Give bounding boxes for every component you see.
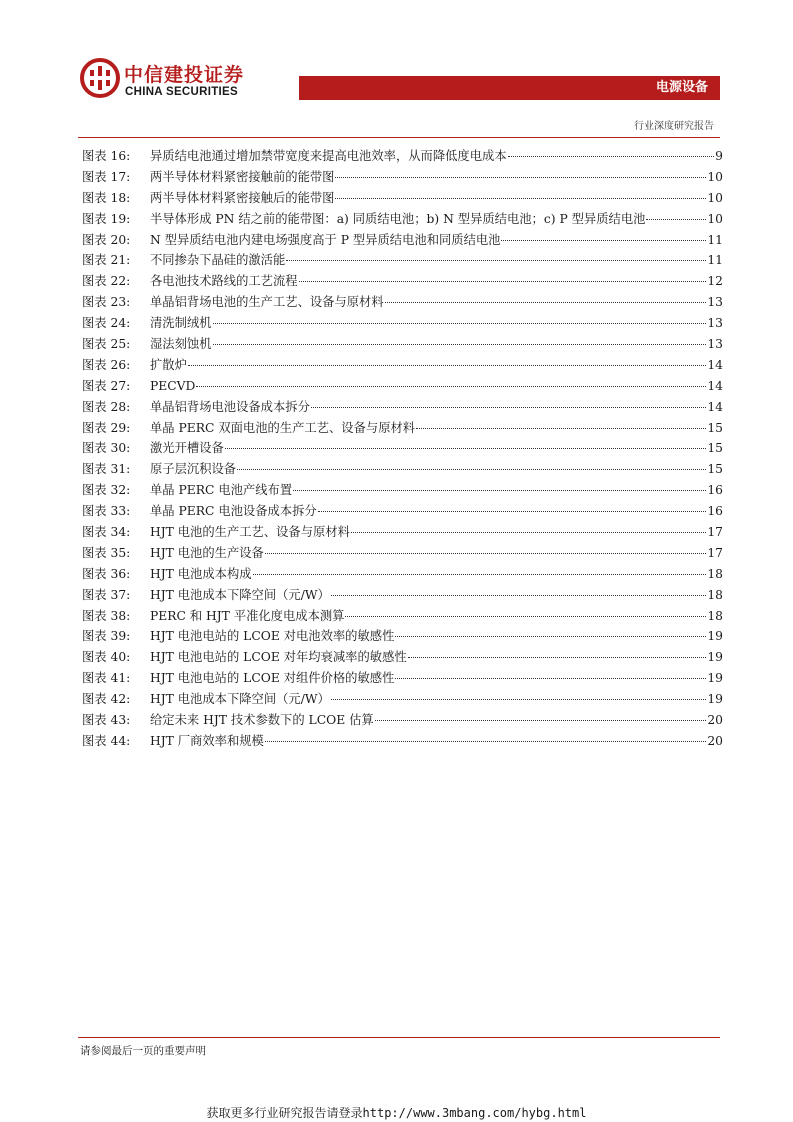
- toc-entry-page: 13: [707, 316, 723, 331]
- brand-name-en: CHINA SECURITIES: [125, 86, 238, 98]
- toc-entry-title: N 型异质结电池内建电场强度高于 P 型异质结电池和同质结电池: [150, 232, 501, 247]
- toc-entry[interactable]: [82, 188, 723, 209]
- toc-leader-dots: [213, 344, 707, 345]
- toc-entry[interactable]: [82, 522, 723, 543]
- toc-leader-dots: [265, 741, 707, 742]
- toc-entry-page: 14: [707, 399, 723, 414]
- disclaimer-note: 请参阅最后一页的重要声明: [80, 1045, 206, 1057]
- toc-entry[interactable]: [82, 230, 723, 251]
- toc-entry-number: 图表 24:: [82, 316, 131, 331]
- toc-entry-title: 清洗制绒机: [150, 316, 212, 331]
- toc-entry-number: 图表 17:: [82, 169, 131, 184]
- toc-leader-dots: [395, 678, 706, 679]
- toc-entry[interactable]: [82, 543, 723, 564]
- toc-entry-page: 19: [707, 692, 723, 707]
- toc-leader-dots: [286, 260, 706, 261]
- toc-entry[interactable]: [82, 501, 723, 522]
- toc-leader-dots: [335, 177, 706, 178]
- toc-entry-page: 10: [707, 190, 723, 205]
- toc-entry-number: 图表 36:: [82, 566, 131, 581]
- toc-entry-page: 13: [707, 295, 723, 310]
- toc-entry-number: 图表 18:: [82, 190, 131, 205]
- toc-entry[interactable]: [82, 606, 723, 627]
- toc-entry[interactable]: [82, 271, 723, 292]
- toc-leader-dots: [331, 699, 707, 700]
- toc-entry-number: 图表 25:: [82, 337, 131, 352]
- toc-entry-number: 图表 40:: [82, 650, 131, 665]
- toc-entry[interactable]: [82, 418, 723, 439]
- toc-entry-number: 图表 22:: [82, 274, 131, 289]
- toc-entry[interactable]: [82, 459, 723, 480]
- toc-leader-dots: [213, 323, 707, 324]
- toc-entry[interactable]: [82, 438, 723, 459]
- company-logo-icon: [80, 58, 120, 98]
- toc-entry-page: 15: [707, 420, 723, 435]
- toc-entry[interactable]: [82, 313, 723, 334]
- toc-leader-dots: [293, 490, 706, 491]
- toc-entry-number: 图表 21:: [82, 253, 131, 268]
- toc-entry[interactable]: [82, 647, 723, 668]
- toc-leader-dots: [375, 720, 707, 721]
- report-type-label: 行业深度研究报告: [634, 121, 714, 132]
- toc-leader-dots: [385, 302, 707, 303]
- toc-entry-number: 图表 33:: [82, 504, 131, 519]
- toc-entry-number: 图表 16:: [82, 149, 131, 163]
- toc-entry[interactable]: [82, 376, 723, 397]
- toc-entry-title: 扩散炉: [150, 357, 187, 372]
- toc-entry-title: HJT 电池电站的 LCOE 对电池效率的敏感性: [150, 629, 395, 644]
- toc-leader-dots: [311, 407, 706, 408]
- toc-entry-title: 半导体形成 PN 结之前的能带图：a) 同质结电池；b) N 型异质结电池；c) P 型异质结电池: [150, 211, 646, 226]
- toc-entry-title: 单晶铝背场电池的生产工艺、设备与原材料: [150, 295, 384, 310]
- toc-entry-page: 20: [707, 733, 723, 748]
- toc-entry-page: 19: [707, 650, 723, 665]
- header-divider: [78, 137, 720, 138]
- toc-entry-number: 图表 31:: [82, 462, 131, 477]
- toc-entry-title: PERC 和 HJT 平准化度电成本测算: [150, 608, 345, 623]
- footer-divider: [78, 1037, 720, 1038]
- toc-leader-dots: [188, 365, 706, 366]
- toc-leader-dots: [395, 636, 706, 637]
- toc-entry-page: 11: [707, 253, 723, 268]
- toc-entry-page: 16: [707, 504, 723, 519]
- toc-entry-number: 图表 20:: [82, 232, 131, 247]
- toc-entry-page: 10: [707, 211, 723, 226]
- toc-entry-number: 图表 44:: [82, 733, 131, 748]
- toc-entry-title: 原子层沉积设备: [150, 462, 237, 477]
- toc-entry-title: 各电池技术路线的工艺流程: [150, 274, 298, 289]
- toc-entry-page: 17: [707, 545, 723, 560]
- toc-leader-dots: [331, 595, 707, 596]
- toc-entry-page: 12: [707, 274, 723, 289]
- toc-entry-page: 19: [707, 671, 723, 686]
- toc-entry-number: 图表 34:: [82, 525, 131, 540]
- toc-leader-dots: [416, 428, 706, 429]
- toc-leader-dots: [508, 156, 715, 157]
- toc-entry-page: 18: [707, 608, 723, 623]
- toc-entry-page: 17: [707, 525, 723, 540]
- toc-entry-title: 两半导体材料紧密接触后的能带图: [150, 190, 335, 205]
- toc-leader-dots: [196, 386, 706, 387]
- toc-leader-dots: [318, 511, 707, 512]
- toc-entry-number: 图表 37:: [82, 587, 131, 602]
- toc-entry-title: 单晶 PERC 电池产线布置: [150, 483, 293, 498]
- toc-entry[interactable]: [82, 292, 723, 313]
- toc-entry[interactable]: [82, 668, 723, 689]
- toc-leader-dots: [253, 574, 707, 575]
- promo-link[interactable]: 获取更多行业研究报告请登录http://www.3mbang.com/hybg.html: [206, 1106, 587, 1120]
- toc-entry-number: 图表 42:: [82, 692, 131, 707]
- toc-entry-number: 图表 28:: [82, 399, 131, 414]
- toc-leader-dots: [225, 448, 707, 449]
- toc-entry-number: 图表 26:: [82, 357, 131, 372]
- toc-leader-dots: [408, 657, 707, 658]
- toc-entry-title: 异质结电池通过增加禁带宽度来提高电池效率，从而降低度电成本: [150, 149, 507, 163]
- toc-entry[interactable]: [82, 585, 723, 606]
- toc-entry-number: 图表 35:: [82, 545, 131, 560]
- toc-entry-page: 13: [707, 337, 723, 352]
- toc-entry[interactable]: [82, 626, 723, 647]
- toc-entry-title: 单晶 PERC 双面电池的生产工艺、设备与原材料: [150, 420, 416, 435]
- toc-entry-title: PECVD: [150, 378, 196, 393]
- sector-banner: 电源设备: [299, 76, 720, 100]
- toc-entry-page: 14: [707, 357, 723, 372]
- toc-leader-dots: [237, 469, 706, 470]
- brand-name-cn: 中信建投证券: [124, 64, 245, 86]
- toc-entry-page: 18: [707, 587, 723, 602]
- toc-entry-page: 20: [707, 713, 723, 728]
- toc-entry-number: 图表 39:: [82, 629, 131, 644]
- toc-leader-dots: [646, 219, 706, 220]
- toc-entry[interactable]: [82, 731, 723, 752]
- toc-entry[interactable]: [82, 397, 723, 418]
- toc-entry[interactable]: [82, 167, 723, 188]
- toc-entry-page: 14: [707, 378, 723, 393]
- toc-entry[interactable]: [82, 480, 723, 501]
- toc-leader-dots: [351, 532, 706, 533]
- toc-entry[interactable]: [82, 689, 723, 710]
- toc-entry-title: 不同掺杂下晶硅的激活能: [150, 253, 286, 268]
- toc-entry-number: 图表 38:: [82, 608, 131, 623]
- toc-entry[interactable]: [82, 209, 723, 230]
- toc-leader-dots: [345, 616, 706, 617]
- toc-entry-page: 9: [715, 149, 723, 163]
- toc-entry-number: 图表 27:: [82, 378, 131, 393]
- toc-entry-number: 图表 43:: [82, 713, 131, 728]
- toc-entry-page: 11: [707, 232, 723, 247]
- toc-entry-page: 15: [707, 462, 723, 477]
- toc-entry-title: HJT 厂商效率和规模: [150, 733, 264, 748]
- toc-entry-title: 两半导体材料紧密接触前的能带图: [150, 169, 335, 184]
- toc-entry-title: HJT 电池成本构成: [150, 566, 252, 581]
- toc-entry-page: 15: [707, 441, 723, 456]
- toc-entry-title: 湿法刻蚀机: [150, 337, 212, 352]
- toc-entry-number: 图表 32:: [82, 483, 131, 498]
- toc-entry-title: 单晶 PERC 电池设备成本拆分: [150, 504, 317, 519]
- toc-leader-dots: [335, 198, 706, 199]
- toc-entry-number: 图表 19:: [82, 211, 131, 226]
- toc-entry-title: 给定未来 HJT 技术参数下的 LCOE 估算: [150, 713, 374, 728]
- toc-entry[interactable]: [82, 250, 723, 271]
- toc-leader-dots: [299, 281, 707, 282]
- toc-entry-title: HJT 电池的生产工艺、设备与原材料: [150, 525, 350, 540]
- toc-entry[interactable]: [82, 334, 723, 355]
- toc-leader-dots: [501, 240, 706, 241]
- toc-entry-number: 图表 29:: [82, 420, 131, 435]
- toc-entry[interactable]: [82, 710, 723, 731]
- toc-entry-title: 单晶铝背场电池设备成本拆分: [150, 399, 310, 414]
- toc-entry-number: 图表 23:: [82, 295, 131, 310]
- toc-entry-page: 18: [707, 566, 723, 581]
- toc-entry-page: 16: [707, 483, 723, 498]
- toc-entry-title: HJT 电池成本下降空间（元/W）: [150, 692, 330, 707]
- toc-entry-title: HJT 电池的生产设备: [150, 545, 264, 560]
- toc-entry-page: 10: [707, 169, 723, 184]
- toc-entry-title: HJT 电池电站的 LCOE 对组件价格的敏感性: [150, 671, 395, 686]
- toc-entry[interactable]: [82, 564, 723, 585]
- toc-entry-title: 激光开槽设备: [150, 441, 224, 456]
- toc-entry-title: HJT 电池成本下降空间（元/W）: [150, 587, 330, 602]
- toc-leader-dots: [265, 553, 707, 554]
- toc-entry[interactable]: [82, 146, 723, 167]
- toc-entry[interactable]: [82, 355, 723, 376]
- figure-index-list: [82, 146, 723, 752]
- toc-entry-title: HJT 电池电站的 LCOE 对年均衰减率的敏感性: [150, 650, 407, 665]
- toc-entry-page: 19: [707, 629, 723, 644]
- toc-entry-number: 图表 30:: [82, 441, 131, 456]
- toc-entry-number: 图表 41:: [82, 671, 131, 686]
